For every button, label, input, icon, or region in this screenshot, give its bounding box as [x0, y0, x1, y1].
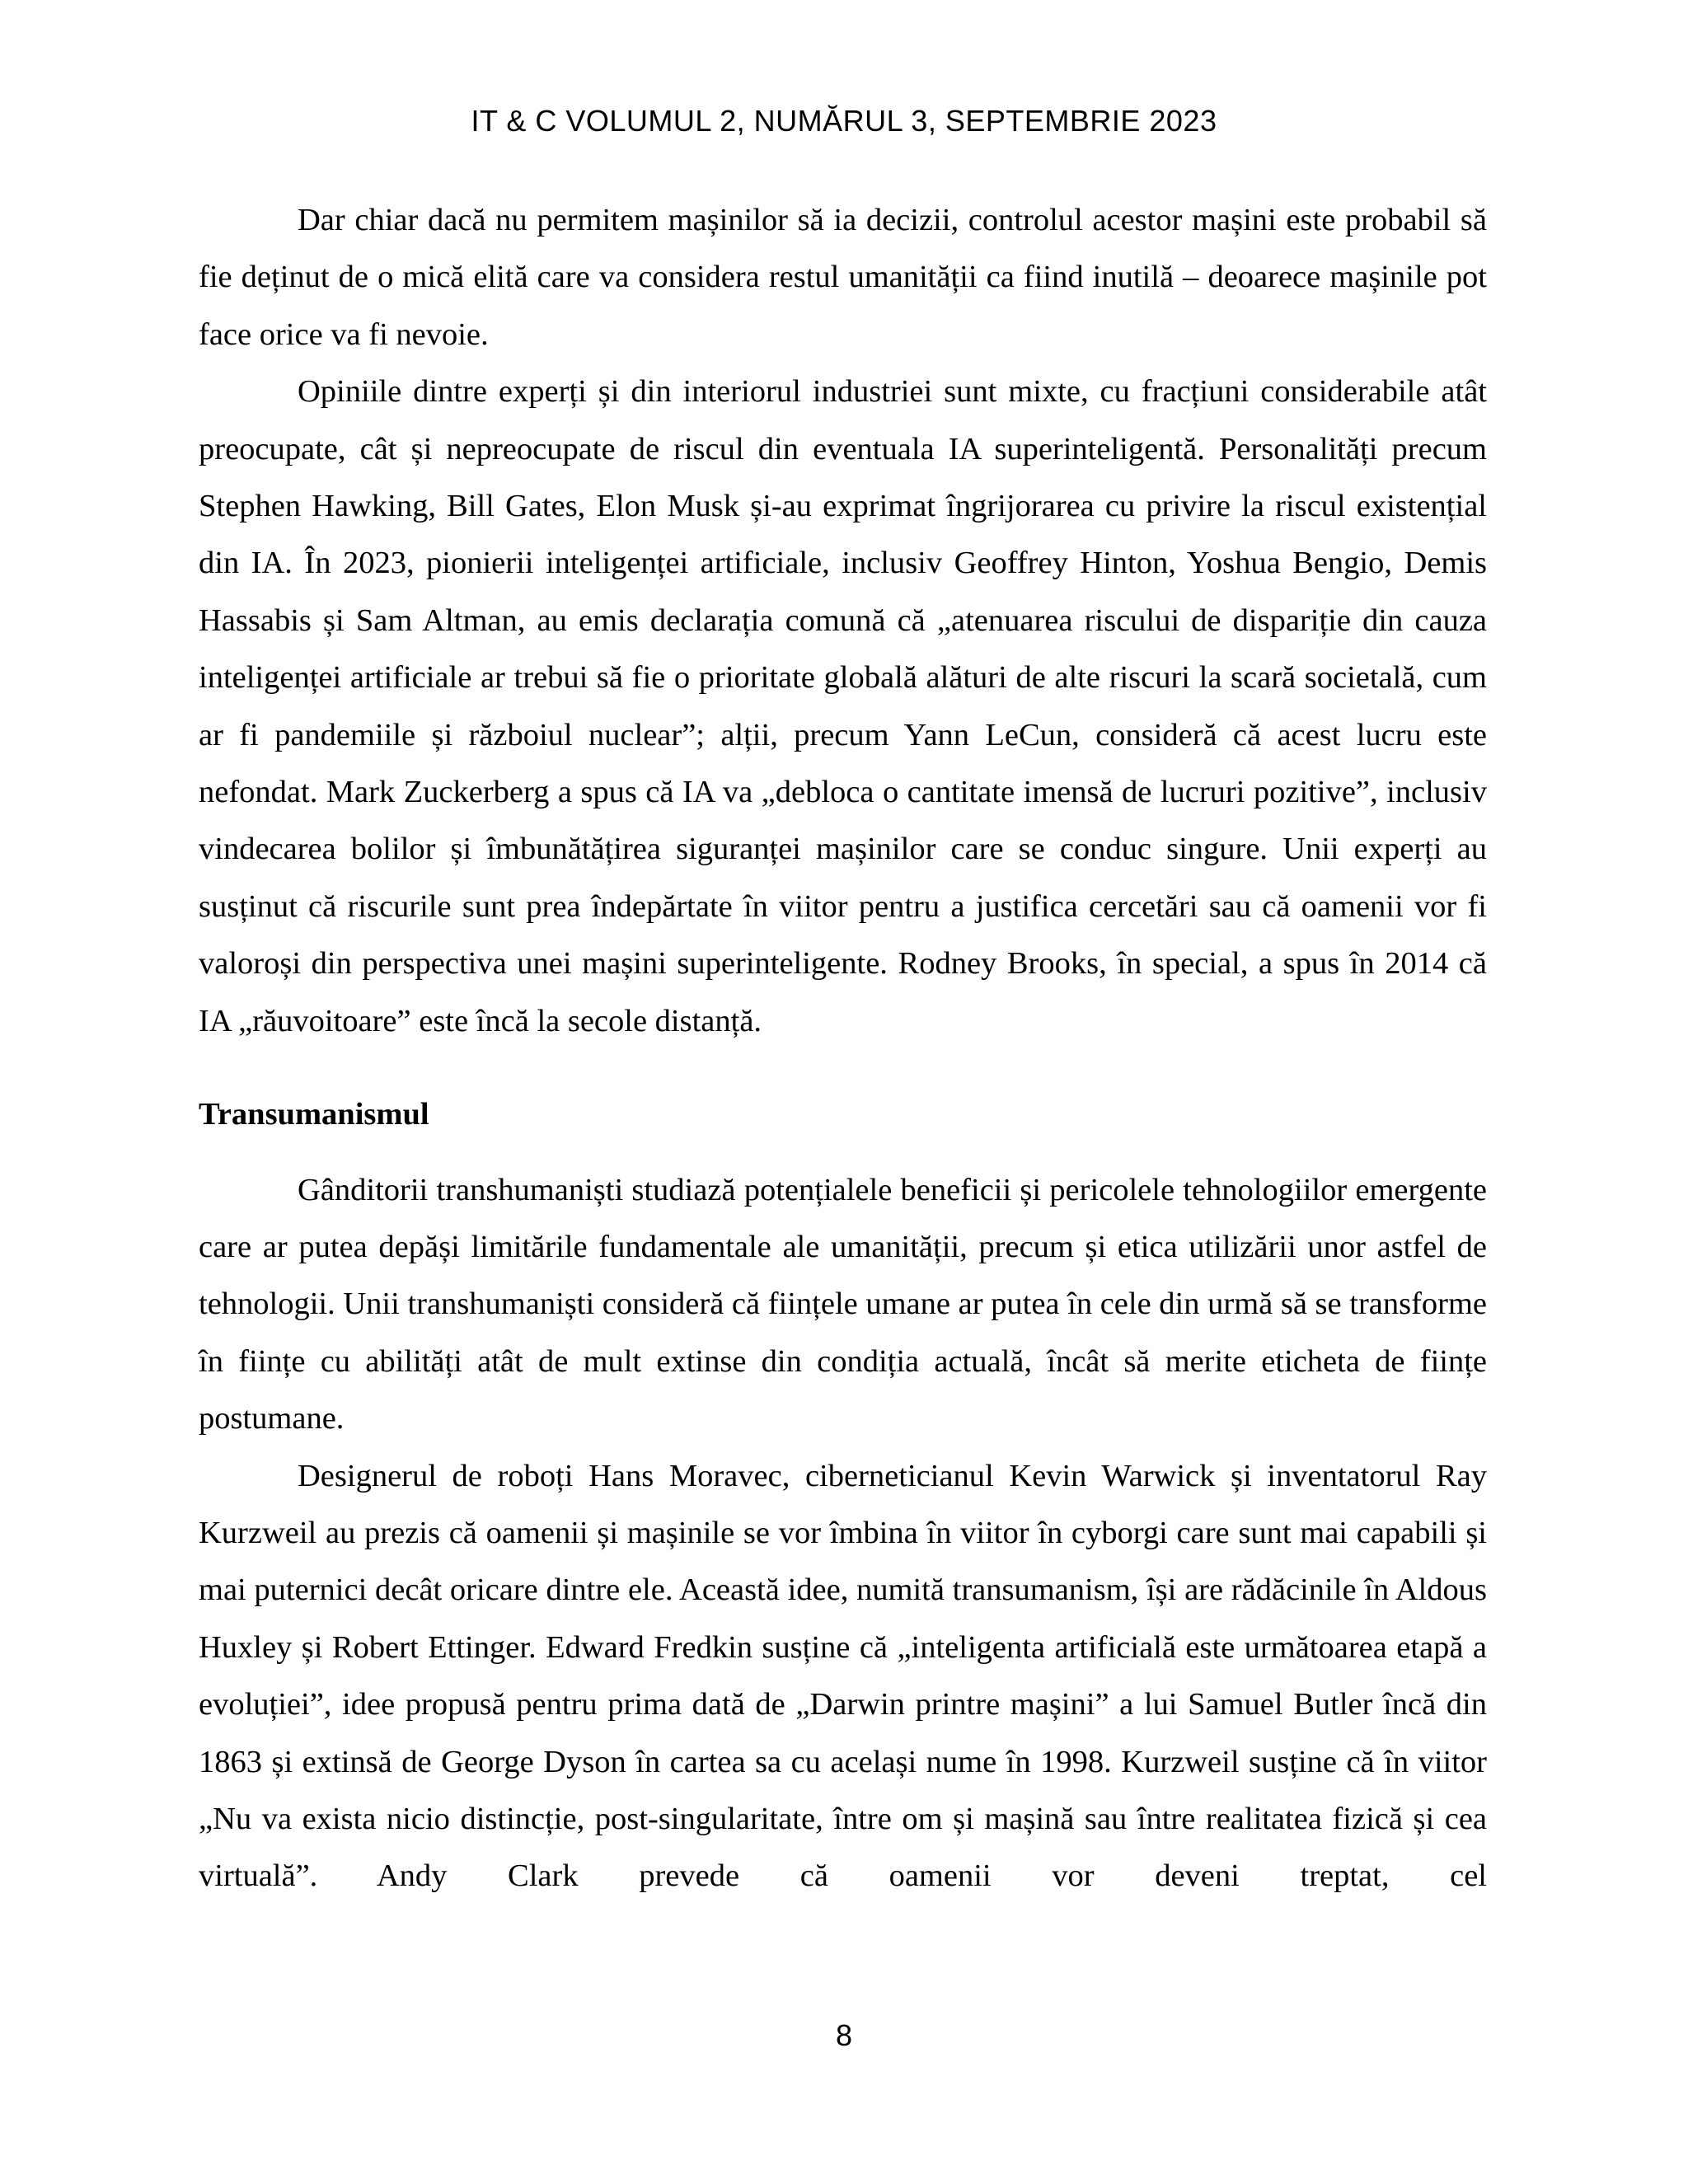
paragraph-expert-opinions: Opiniile dintre experți și din interiorul industriei sunt mixte, cu fracțiuni considerabile atât preocupate, cât și nepreocupate de riscul din eventuala IA superinteligentă. Personalități precum Stephen Hawking, Bill Gates, Elon Musk și-au exprimat îngrijorarea cu privire la riscul existențial din IA. În 2023, pionierii inteligenței artificiale, inclusiv Geoffrey Hinton, Yoshua Bengio, Demis Hassabis și Sam Altman, au emis declarația comună că „atenuarea riscului de dispariție din cauza inteligenței artificiale ar trebui să fie o prioritate globală alături de alte riscuri la scară societală, cum ar fi pandemiile și războiul nuclear”; alții, precum Yann LeCun, consideră că acest lucru este nefondat. Mark Zuckerberg a spus că IA va „debloca o cantitate imensă de lucruri pozitive”, inclusiv vindecarea bolilor și îmbunătățirea siguranței mașinilor care se conduc singure. Unii experți au susținut că riscurile sunt prea îndepărtate în viitor pentru a justifica cercetări sau că oamenii vor fi valoroși din perspectiva unei mașini superinteligente. Rodney Brooks, în special, a spus în 2014 că IA „răuvoitoare” este încă la secole distanță.: [199, 374, 1487, 1038]
page-number: 8: [835, 2018, 853, 2052]
section-heading-transumanism: Transumanismul: [199, 1097, 429, 1132]
paragraph-machine-control: Dar chiar dacă nu permitem mașinilor să ia decizii, controlul acestor mașini este probabil să fie deținut de o mică elită care va considera restul umanității ca fiind inutilă – deoarece mașinile pot face orice va fi nevoie.: [199, 203, 1487, 352]
paragraph-transhumanist-thinkers: Gânditorii transhumaniști studiază potențialele beneficii și pericolele tehnologiilor emergente care ar putea depăși limitările fundamentale ale umanității, precum și etica utilizării unor astfel de tehnologii. Unii transhumaniști consideră că ființele umane ar putea în cele din urmă să se transforme în ființe cu abilități atât de mult extinse din condiția actuală, încât să merite eticheta de ființe postumane.: [199, 1172, 1488, 1436]
page-body: [199, 192, 1487, 1905]
paragraph-cyborg-predictions: Designerul de roboți Hans Moravec, ciberneticianul Kevin Warwick și inventatorul Ray Kurzweil au prezis că oamenii și mașinile se vor îmbina în viitor în cyborgi care sunt mai capabili și mai puternici decât oricare dintre ele. Această idee, numită transumanism, își are rădăcinile în Aldous Huxley și Robert Ettinger. Edward Fredkin susține că „inteligenta artificială este următoarea etapă a evoluției”, idee propusă pentru prima dată de „Darwin printre mașini” a lui Samuel Butler încă din 1863 și extinsă de George Dyson în cartea sa cu același nume în 1998. Kurzweil susține că în viitor „Nu va exista nicio distincție, post-singularitate, între om și mașină sau între realitatea fizică și cea virtuală”. Andy Clark prevede că oamenii vor deveni treptat, cel: [199, 1458, 1487, 1894]
running-header: IT & C VOLUMUL 2, NUMĂRUL 3, SEPTEMBRIE 2023: [471, 104, 1217, 138]
